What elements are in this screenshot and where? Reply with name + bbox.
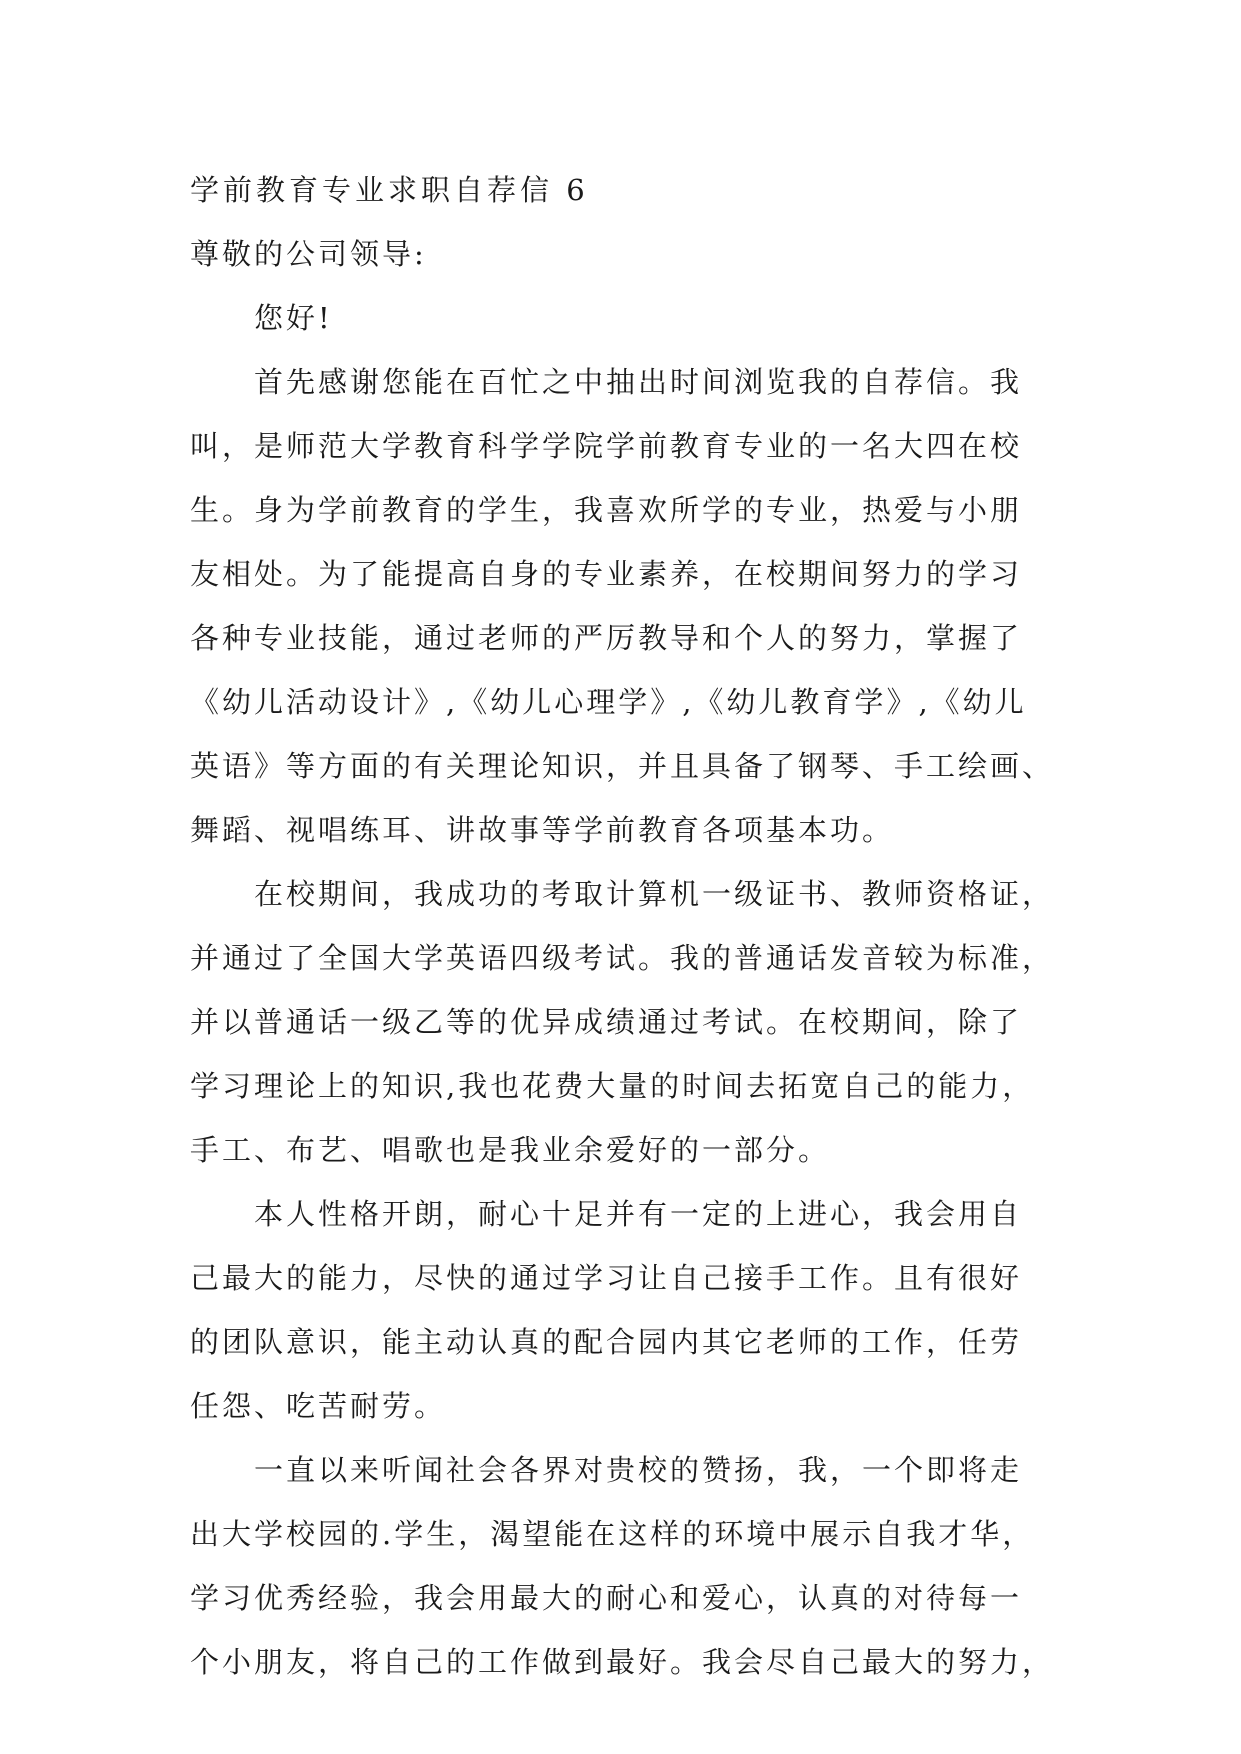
paragraph-line: 学习理论上的知识,我也花费大量的时间去拓宽自己的能力，: [190, 1069, 1035, 1103]
paragraph-line: 英语》等方面的有关理论知识，并且具备了钢琴、手工绘画、: [190, 749, 1055, 783]
paragraph-line: 舞蹈、视唱练耳、讲故事等学前教育各项基本功。: [190, 813, 895, 847]
paragraph-3: [190, 1182, 1052, 1438]
paragraph-line: 任怨、吃苦耐劳。: [190, 1389, 447, 1423]
paragraph-line: 并以普通话一级乙等的优异成绩通过考试。在校期间，除了: [190, 1005, 1023, 1039]
paragraph-1: [190, 350, 1055, 862]
paragraph-line: 的团队意识，能主动认真的配合园内其它老师的工作，任劳: [190, 1325, 1023, 1359]
paragraph-line: 各种专业技能，通过老师的严厉教导和个人的努力，掌握了: [190, 621, 1023, 655]
paragraph-line: 并通过了全国大学英语四级考试。我的普通话发音较为标准，: [190, 941, 1055, 975]
paragraph-line: 一直以来听闻社会各界对贵校的赞扬，我，一个即将走: [254, 1453, 1023, 1487]
paragraph-line: 首先感谢您能在百忙之中抽出时间浏览我的自荐信。我: [254, 365, 1023, 399]
paragraph-line: 在校期间，我成功的考取计算机一级证书、教师资格证，: [254, 877, 1055, 911]
paragraph-line: 生。身为学前教育的学生，我喜欢所学的专业，热爱与小朋: [190, 493, 1023, 527]
paragraph-line: 己最大的能力，尽快的通过学习让自己接手工作。且有很好: [190, 1261, 1023, 1295]
paragraph-4: [190, 1438, 1055, 1694]
paragraph-line: 学习优秀经验，我会用最大的耐心和爱心，认真的对待每一: [190, 1581, 1023, 1615]
paragraph-line: 《幼儿活动设计》,《幼儿心理学》,《幼儿教育学》,《幼儿: [190, 685, 1027, 719]
paragraph-line: 个小朋友，将自己的工作做到最好。我会尽自己最大的努力，: [190, 1645, 1055, 1679]
paragraph-2: [190, 862, 1055, 1182]
paragraph-line: 手工、布艺、唱歌也是我业余爱好的一部分。: [190, 1133, 831, 1167]
paragraph-line: 友相处。为了能提高自身的专业素养，在校期间努力的学习: [190, 557, 1023, 591]
paragraph-line: 本人性格开朗，耐心十足并有一定的上进心，我会用自: [254, 1197, 1023, 1231]
document-title: 学前教育专业求职自荐信 6: [190, 173, 589, 207]
greeting: 您好!: [254, 301, 333, 335]
paragraph-line: 出大学校园的.学生，渴望能在这样的环境中展示自我才华，: [190, 1517, 1035, 1551]
salutation: 尊敬的公司领导:: [190, 237, 427, 271]
paragraph-line: 叫，是师范大学教育科学学院学前教育专业的一名大四在校: [190, 429, 1023, 463]
document-body: [190, 158, 1055, 1694]
